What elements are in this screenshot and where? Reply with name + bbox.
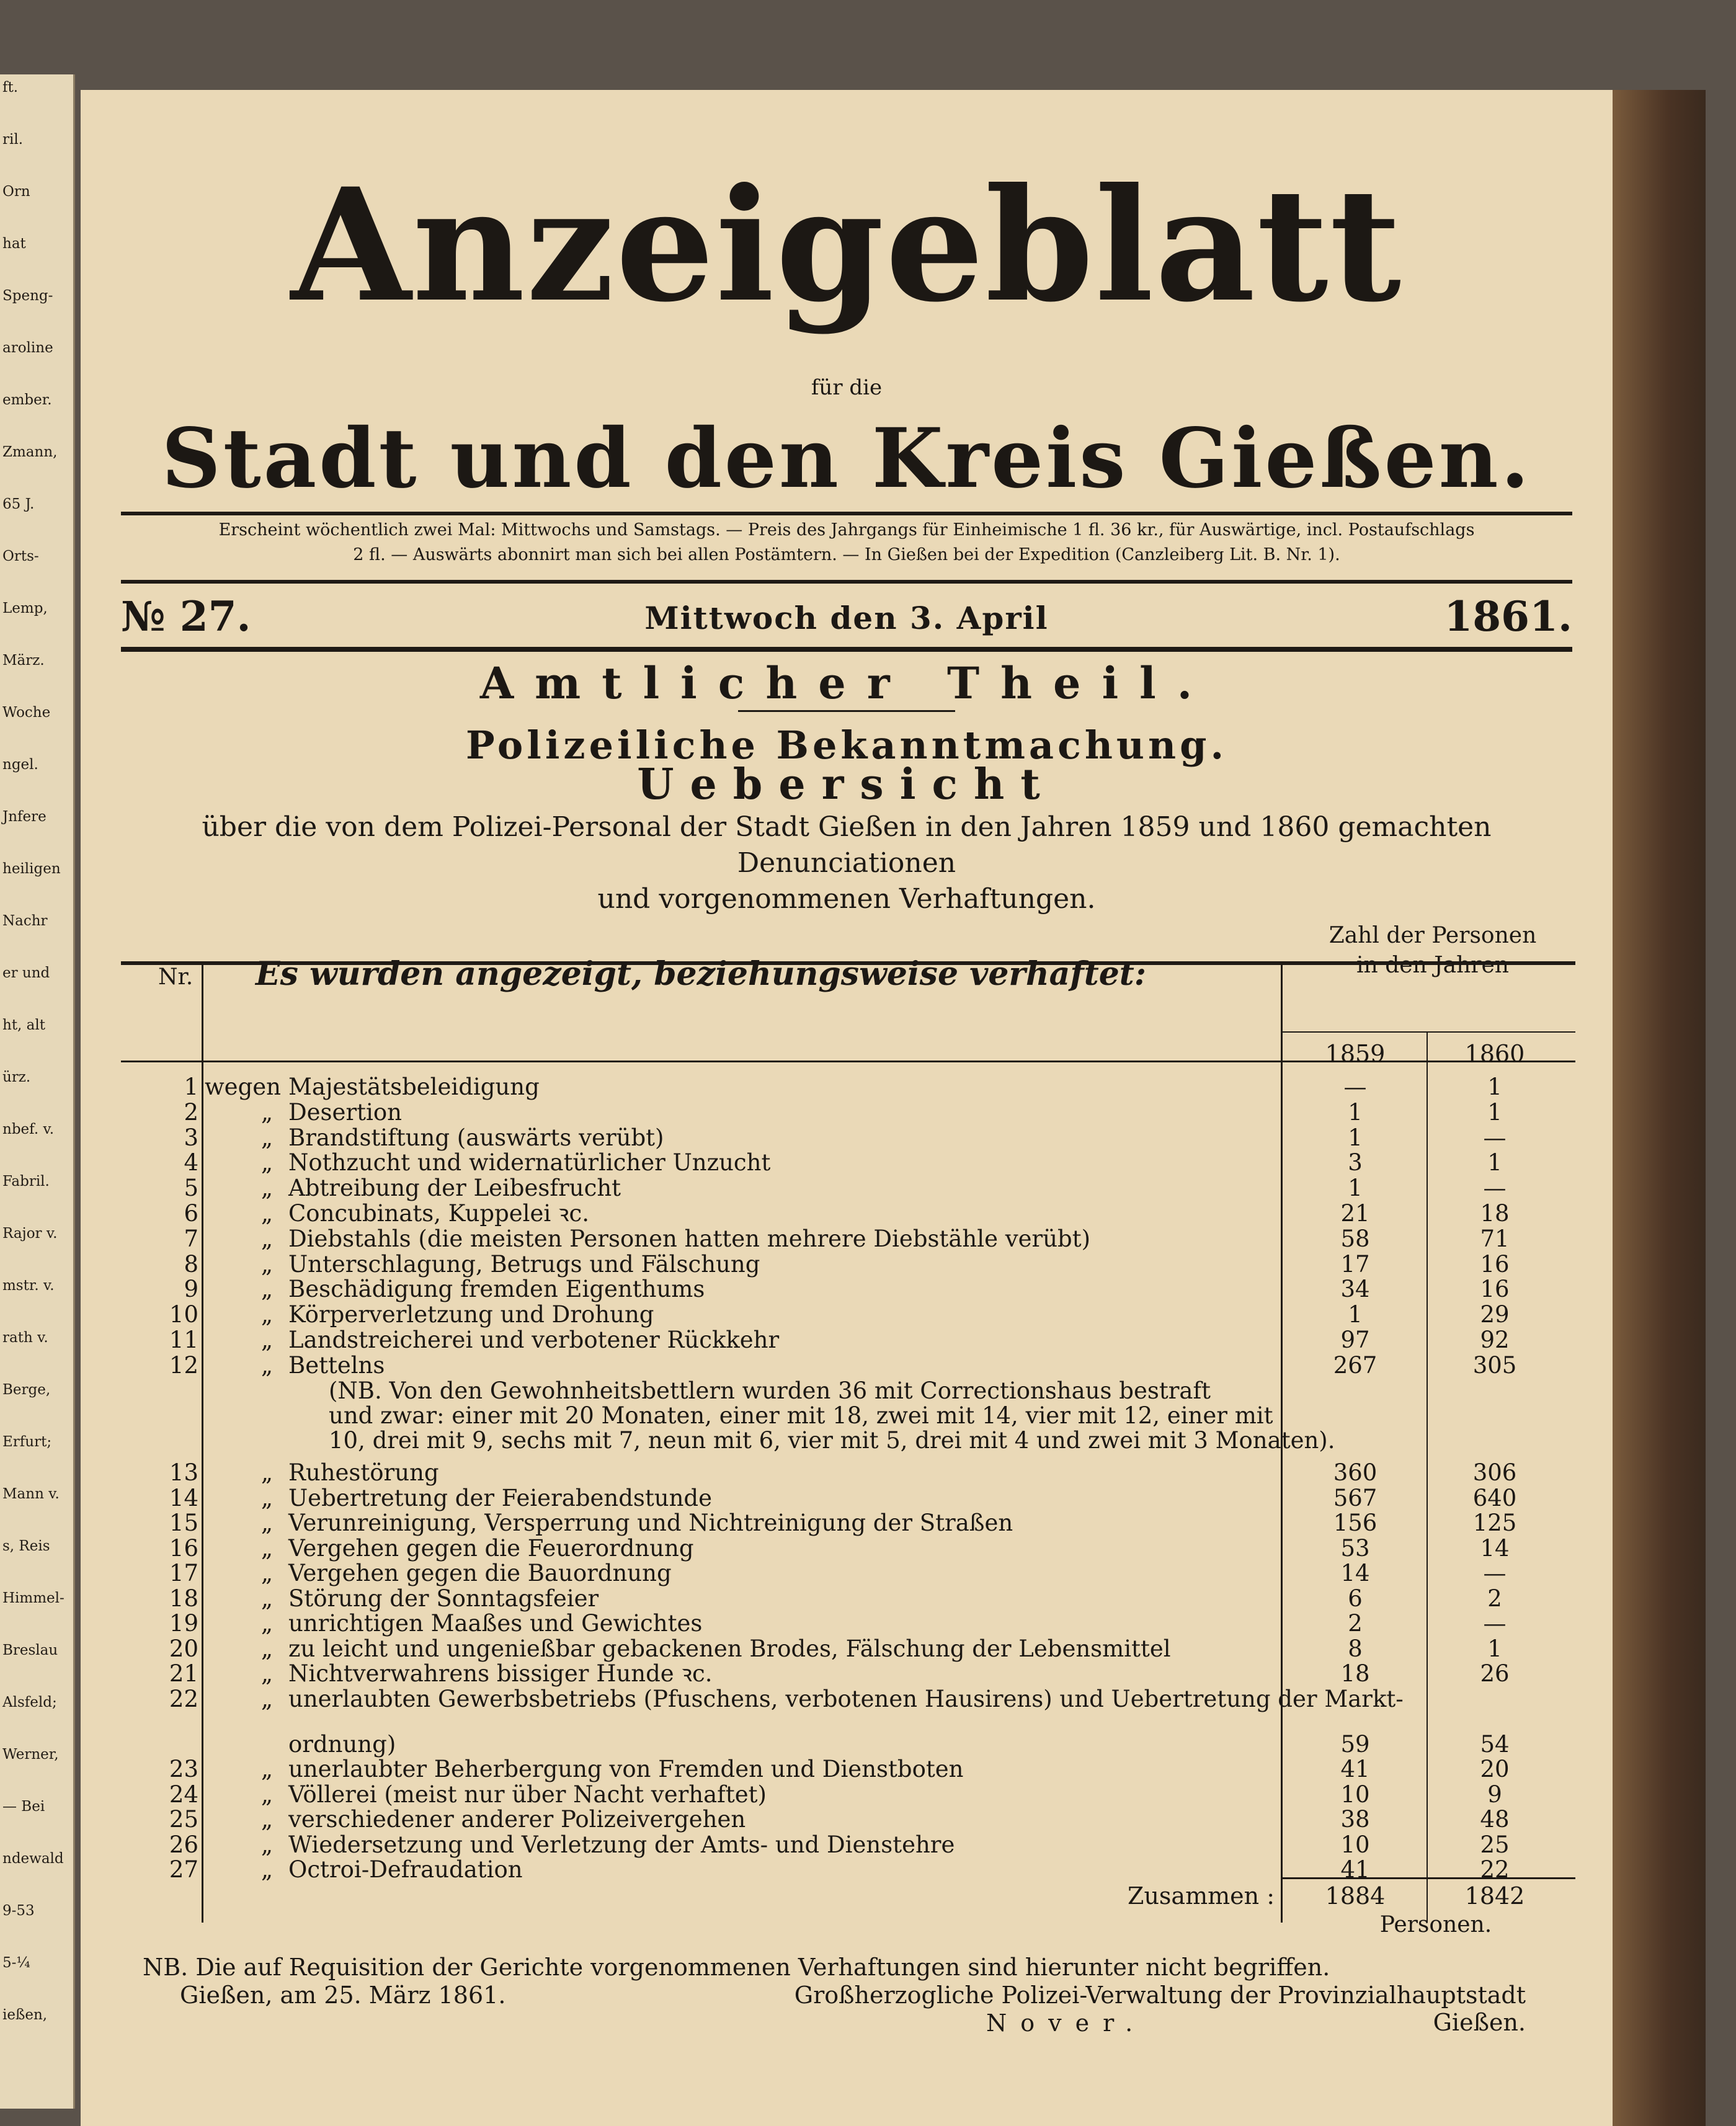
row-offence: Uebertretung der Feierabendstunde bbox=[288, 1484, 713, 1511]
issue-date: Mittwoch den 3. April bbox=[644, 600, 1049, 636]
row-offence: unrichtigen Maaßes und Gewichtes bbox=[288, 1610, 703, 1637]
note-line-3: 10, drei mit 9, sechs mit 7, neun mit 6, vier mit 5, drei mit 4 und zwei mit 3 Monaten). bbox=[329, 1427, 1335, 1454]
row-value-1859: 18 bbox=[1340, 1660, 1370, 1687]
row-prefix: „ bbox=[260, 1124, 273, 1151]
adjacent-page-fragment: — Bei bbox=[2, 1799, 45, 1815]
row-number: 5 bbox=[184, 1175, 198, 1202]
row-number: 26 bbox=[169, 1831, 198, 1858]
row-prefix: „ bbox=[260, 1510, 273, 1536]
adjacent-page-fragment: Alsfeld; bbox=[2, 1694, 57, 1710]
row-value-1860: — bbox=[1483, 1124, 1507, 1151]
notice-title: Polizeiliche Bekanntmachung. bbox=[465, 723, 1228, 768]
header-persons-line-1: Zahl der Personen bbox=[1329, 923, 1537, 948]
intro-line-2: und vorgenommenen Verhaftungen. bbox=[597, 883, 1096, 915]
adjacent-page-fragment: rath v. bbox=[2, 1330, 48, 1346]
row-offence: Abtreibung der Leibesfrucht bbox=[288, 1175, 621, 1202]
row-offence: Bettelns bbox=[288, 1351, 385, 1379]
issue-rule-bottom bbox=[121, 647, 1572, 652]
row-value-1860: 22 bbox=[1480, 1856, 1510, 1883]
row-number: 2 bbox=[184, 1098, 198, 1126]
table-row bbox=[121, 1586, 1575, 1611]
row-value-1860: 48 bbox=[1480, 1806, 1510, 1833]
adjacent-page-fragment: Jnfere bbox=[2, 809, 47, 825]
adjacent-page-fragment: Berge, bbox=[2, 1382, 51, 1398]
table-row bbox=[121, 1201, 1575, 1226]
row-offence: Majestätsbeleidigung bbox=[288, 1074, 540, 1100]
row-value-1859: 58 bbox=[1340, 1225, 1370, 1252]
row-number: 4 bbox=[184, 1149, 198, 1176]
table-row bbox=[121, 1807, 1575, 1832]
row-value-1859: 1 bbox=[1348, 1124, 1363, 1151]
table-row bbox=[121, 1833, 1575, 1857]
row-value-1859: 1 bbox=[1348, 1098, 1363, 1126]
total-label: Zusammen : bbox=[1128, 1882, 1275, 1910]
row-value-1860: 16 bbox=[1480, 1276, 1510, 1303]
adjacent-page-fragment: Orn bbox=[2, 184, 30, 200]
issue-year: 1861. bbox=[1444, 592, 1572, 641]
adjacent-page-fragment: Lemp, bbox=[2, 600, 48, 616]
table-row bbox=[121, 1637, 1575, 1661]
row-offence: Wiedersetzung und Verletzung der Amts- und Dienstehre bbox=[288, 1831, 955, 1858]
adjacent-page-fragment: ngel. bbox=[2, 757, 38, 773]
row-value-1860: 1 bbox=[1487, 1635, 1502, 1662]
total-1859: 1884 bbox=[1325, 1882, 1386, 1910]
header-main: Es wurden angezeigt, beziehungsweise verhaftet: bbox=[255, 955, 1147, 993]
row-number: 21 bbox=[169, 1660, 198, 1687]
row-offence: Nichtverwahrens bissiger Hunde ꝛc. bbox=[288, 1660, 713, 1687]
row-prefix: „ bbox=[260, 1560, 273, 1586]
row-number: 14 bbox=[169, 1484, 198, 1511]
row-value-1859: — bbox=[1343, 1074, 1367, 1100]
header-year-1859: 1859 bbox=[1325, 1040, 1386, 1067]
adjacent-page-fragment: Fabril. bbox=[2, 1173, 50, 1190]
row-value-1860: 125 bbox=[1472, 1510, 1517, 1536]
row-offence: Concubinats, Kuppelei ꝛc. bbox=[288, 1200, 590, 1227]
adjacent-page-fragment: ndewald bbox=[2, 1851, 64, 1867]
adjacent-page-strip bbox=[0, 74, 75, 2109]
row-prefix: „ bbox=[260, 1806, 273, 1833]
row-number: 8 bbox=[184, 1250, 198, 1278]
row-22-value-1860: 54 bbox=[1480, 1731, 1510, 1758]
row-offence: Unterschlagung, Betrugs und Fälschung bbox=[288, 1250, 760, 1278]
adjacent-page-fragment: ember. bbox=[2, 392, 52, 408]
table-row bbox=[121, 1176, 1575, 1201]
row-number: 17 bbox=[169, 1560, 198, 1586]
row-number: 18 bbox=[169, 1585, 198, 1612]
years-divider bbox=[1281, 1031, 1575, 1033]
row-offence: Vergehen gegen die Feuerordnung bbox=[288, 1534, 694, 1562]
row-prefix: „ bbox=[260, 1175, 273, 1202]
table-row bbox=[121, 1277, 1575, 1302]
row-value-1860: 1 bbox=[1487, 1098, 1502, 1126]
row-value-1859: 567 bbox=[1333, 1484, 1378, 1511]
row-number: 15 bbox=[169, 1510, 198, 1536]
row-value-1859: 21 bbox=[1340, 1200, 1370, 1227]
row-offence: unerlaubter Beherbergung von Fremden und Dienstboten bbox=[288, 1756, 964, 1782]
adjacent-page-fragment: 5-¼ bbox=[2, 1955, 30, 1971]
row-value-1859: 10 bbox=[1340, 1831, 1370, 1858]
row-value-1860: 18 bbox=[1480, 1200, 1510, 1227]
header-nr: Nr. bbox=[158, 964, 194, 990]
row-value-1859: 267 bbox=[1333, 1351, 1378, 1379]
row-prefix: wegen bbox=[205, 1074, 281, 1100]
publication-info-line-2: 2 fl. — Auswärts abonnirt man sich bei allen Postämtern. — In Gießen bei der Expedition (Canzleiberg Lit. B. Nr. 1). bbox=[353, 545, 1340, 564]
section-divider bbox=[738, 710, 955, 712]
table-row bbox=[121, 1100, 1575, 1125]
adjacent-page-fragment: nbef. v. bbox=[2, 1121, 55, 1137]
masthead-title: Anzeigeblatt bbox=[290, 154, 1403, 336]
row-value-1860: 20 bbox=[1480, 1756, 1510, 1782]
total-unit: Personen. bbox=[1379, 1912, 1492, 1937]
adjacent-page-fragment: heiligen bbox=[2, 861, 61, 877]
row-value-1860: 14 bbox=[1480, 1534, 1510, 1562]
row-value-1860: 2 bbox=[1487, 1585, 1502, 1612]
row-value-1860: 16 bbox=[1480, 1250, 1510, 1278]
row-prefix: „ bbox=[260, 1098, 273, 1126]
row-value-1860: — bbox=[1483, 1560, 1507, 1586]
row-number: 24 bbox=[169, 1781, 198, 1808]
adjacent-page-fragment: ft. bbox=[2, 79, 19, 96]
row-offence: zu leicht und ungenießbar gebackenen Brodes, Fälschung der Lebensmittel bbox=[288, 1635, 1171, 1662]
row-value-1859: 53 bbox=[1340, 1534, 1370, 1562]
row-value-1860: 92 bbox=[1480, 1327, 1510, 1353]
adjacent-page-fragment: hat bbox=[2, 236, 26, 252]
row-number: 7 bbox=[184, 1225, 198, 1252]
row-prefix: „ bbox=[260, 1484, 273, 1511]
intro-line-1: über die von dem Polizei-Personal der Stadt Gießen in den Jahren 1859 und 1860 gemachten Denunciationen bbox=[202, 811, 1492, 879]
row-prefix: „ bbox=[260, 1610, 273, 1637]
row-number: 23 bbox=[169, 1756, 198, 1782]
row-value-1860: 305 bbox=[1472, 1351, 1517, 1379]
row-offence: Vergehen gegen die Bauordnung bbox=[288, 1560, 672, 1586]
footer-authority: Großherzogliche Polizei-Verwaltung der Provinzialhauptstadt Gießen. bbox=[794, 1981, 1526, 2036]
row-value-1859: 97 bbox=[1340, 1327, 1370, 1353]
row-value-1860: 29 bbox=[1480, 1301, 1510, 1328]
footer-place-date: Gießen, am 25. März 1861. bbox=[180, 1981, 506, 2009]
adjacent-page-fragment: 65 J. bbox=[2, 496, 35, 512]
row-value-1860: 26 bbox=[1480, 1660, 1510, 1687]
adjacent-page-fragment: ießen, bbox=[2, 2007, 48, 2023]
row-value-1860: — bbox=[1483, 1175, 1507, 1202]
row-offence: Nothzucht und widernatürlicher Unzucht bbox=[288, 1149, 771, 1176]
adjacent-page-fragment: aroline bbox=[2, 340, 53, 356]
issue-bar bbox=[121, 592, 1572, 649]
table-row bbox=[121, 1150, 1575, 1175]
adjacent-page-fragment: ht, alt bbox=[2, 1017, 45, 1033]
adjacent-page-fragment: er und bbox=[2, 965, 50, 981]
total-1860: 1842 bbox=[1464, 1882, 1525, 1910]
note-line-1: (NB. Von den Gewohnheitsbettlern wurden 36 mit Correctionshaus bestraft bbox=[329, 1377, 1211, 1404]
table-row-22-continued bbox=[121, 1732, 1575, 1757]
footer-note: NB. Die auf Requisition der Gerichte vorgenommenen Verhaftungen sind hierunter nicht begriffen. bbox=[143, 1954, 1330, 1981]
adjacent-page-fragment: ürz. bbox=[2, 1069, 31, 1085]
row-prefix: „ bbox=[260, 1585, 273, 1612]
adjacent-page-fragment: Woche bbox=[2, 705, 51, 721]
row-prefix: „ bbox=[260, 1781, 273, 1808]
row-value-1859: 360 bbox=[1333, 1459, 1378, 1486]
table-row bbox=[121, 1126, 1575, 1150]
row-number: 20 bbox=[169, 1635, 198, 1662]
row-prefix: „ bbox=[260, 1831, 273, 1858]
row-prefix: „ bbox=[260, 1756, 273, 1782]
table-row bbox=[121, 1461, 1575, 1485]
row-prefix: „ bbox=[260, 1327, 273, 1353]
masthead-fuer-die: für die bbox=[811, 375, 883, 400]
table-row bbox=[121, 1782, 1575, 1807]
header-persons-line-2: in den Jahren bbox=[1356, 953, 1509, 978]
book-spine bbox=[1613, 90, 1706, 2126]
adjacent-page-fragment: Breslau bbox=[2, 1642, 58, 1658]
adjacent-page-fragment: Zmann, bbox=[2, 444, 58, 460]
row-offence: Desertion bbox=[288, 1098, 402, 1126]
table-row bbox=[121, 1252, 1575, 1277]
row-number: 12 bbox=[169, 1351, 198, 1379]
row-prefix: „ bbox=[260, 1635, 273, 1662]
adjacent-page-fragment: Speng- bbox=[2, 288, 53, 304]
adjacent-page-fragment: Erfurt; bbox=[2, 1434, 52, 1450]
footer-signature: Nover. bbox=[986, 2009, 1147, 2037]
row-value-1860: 25 bbox=[1480, 1831, 1510, 1858]
adjacent-page-fragment: Werner, bbox=[2, 1746, 59, 1763]
overview-title: Uebersicht bbox=[637, 760, 1056, 809]
issue-number: № 27. bbox=[121, 592, 251, 641]
header-persons bbox=[1290, 921, 1575, 981]
row-value-1859: 14 bbox=[1340, 1560, 1370, 1586]
row-prefix: „ bbox=[260, 1459, 273, 1486]
row-value-1860: 9 bbox=[1487, 1781, 1502, 1808]
row-value-1859: 1 bbox=[1348, 1301, 1363, 1328]
row-value-1860: 1 bbox=[1487, 1149, 1502, 1176]
table-row bbox=[121, 1075, 1575, 1100]
newspaper-page bbox=[81, 90, 1613, 2126]
row-number: 1 bbox=[184, 1074, 198, 1100]
row-offence: verschiedener anderer Polizeivergehen bbox=[288, 1806, 746, 1833]
row-prefix: „ bbox=[260, 1856, 273, 1883]
row-number: 9 bbox=[184, 1276, 198, 1303]
row-offence: Ruhestörung bbox=[288, 1459, 439, 1486]
publication-info-line-1: Erscheint wöchentlich zwei Mal: Mittwochs und Samstags. — Preis des Jahrgangs für Einheimische 1 fl. 36 kr., für Auswärtige, incl. Postaufschlags bbox=[218, 520, 1475, 540]
row-value-1859: 38 bbox=[1340, 1806, 1370, 1833]
row-offence: Brandstiftung (auswärts verübt) bbox=[288, 1124, 664, 1151]
row-value-1859: 6 bbox=[1348, 1585, 1363, 1612]
table-row bbox=[121, 1227, 1575, 1252]
table-row bbox=[121, 1561, 1575, 1586]
row-value-1860: 71 bbox=[1480, 1225, 1510, 1252]
row-value-1859: 41 bbox=[1340, 1756, 1370, 1782]
row-number: 11 bbox=[169, 1327, 198, 1353]
row-number: 19 bbox=[169, 1610, 198, 1637]
row-value-1859: 156 bbox=[1333, 1510, 1378, 1536]
row-offence: Verunreinigung, Versperrung und Nichtreinigung der Straßen bbox=[288, 1510, 1013, 1536]
row-number: 6 bbox=[184, 1200, 198, 1227]
row-offence: Octroi-Defraudation bbox=[288, 1856, 523, 1883]
row-prefix: „ bbox=[260, 1351, 273, 1379]
row-value-1859: 3 bbox=[1348, 1149, 1363, 1176]
row-number: 3 bbox=[184, 1124, 198, 1151]
note-line-2: und zwar: einer mit 20 Monaten, einer mit 18, zwei mit 14, vier mit 12, einer mit bbox=[329, 1402, 1273, 1429]
adjacent-page-fragment: Rajor v. bbox=[2, 1225, 58, 1242]
row-prefix: „ bbox=[260, 1276, 273, 1303]
adjacent-page-fragment: Mann v. bbox=[2, 1486, 60, 1502]
row-number: 22 bbox=[169, 1685, 198, 1712]
table-row bbox=[121, 1353, 1575, 1378]
row-number: 13 bbox=[169, 1459, 198, 1486]
row-offence: Körperverletzung und Drohung bbox=[288, 1301, 654, 1328]
adjacent-page-fragment: mstr. v. bbox=[2, 1278, 55, 1294]
publication-info bbox=[121, 518, 1572, 567]
row-value-1860: 640 bbox=[1472, 1484, 1517, 1511]
row-prefix: „ bbox=[260, 1660, 273, 1687]
row-prefix: „ bbox=[260, 1250, 273, 1278]
table-row bbox=[121, 1687, 1575, 1712]
row-value-1860: 1 bbox=[1487, 1074, 1502, 1100]
table-row bbox=[121, 1857, 1575, 1882]
table-row bbox=[121, 1486, 1575, 1511]
row-offence: Völlerei (meist nur über Nacht verhaftet) bbox=[288, 1781, 767, 1808]
table-row bbox=[121, 1757, 1575, 1782]
adjacent-page-fragment: ril. bbox=[2, 131, 24, 148]
row-value-1860: — bbox=[1483, 1610, 1507, 1637]
row-offence: Landstreicherei und verbotener Rückkehr bbox=[288, 1327, 780, 1353]
row-value-1859: 41 bbox=[1340, 1856, 1370, 1883]
total-row bbox=[121, 1882, 1575, 1910]
table-row bbox=[121, 1536, 1575, 1561]
table-row bbox=[121, 1511, 1575, 1536]
row-prefix: „ bbox=[260, 1225, 273, 1252]
row-prefix: „ bbox=[260, 1149, 273, 1176]
row-value-1860: 306 bbox=[1472, 1459, 1517, 1486]
adjacent-page-fragment: Himmel- bbox=[2, 1590, 65, 1606]
row-offence: Beschädigung fremden Eigenthums bbox=[288, 1276, 705, 1303]
masthead-rule bbox=[121, 512, 1572, 515]
row-number: 25 bbox=[169, 1806, 198, 1833]
row-offence: Störung der Sonntagsfeier bbox=[288, 1585, 599, 1612]
row-number: 27 bbox=[169, 1856, 198, 1883]
row-number: 10 bbox=[169, 1301, 198, 1328]
section-title: Amtlicher Theil. bbox=[479, 657, 1214, 709]
table-row bbox=[121, 1661, 1575, 1686]
header-year-1860: 1860 bbox=[1464, 1040, 1525, 1067]
table-row bbox=[121, 1328, 1575, 1353]
row-value-1859: 8 bbox=[1348, 1635, 1363, 1662]
adjacent-page-fragment: 9-53 bbox=[2, 1903, 35, 1919]
adjacent-page-fragment: Orts- bbox=[2, 548, 39, 564]
row-value-1859: 2 bbox=[1348, 1610, 1363, 1637]
row-number: 16 bbox=[169, 1534, 198, 1562]
row-value-1859: 1 bbox=[1348, 1175, 1363, 1202]
table-row bbox=[121, 1611, 1575, 1636]
statistics-table bbox=[121, 878, 1575, 1937]
row-22-continued-text: ordnung) bbox=[288, 1731, 396, 1758]
row-offence: Diebstahls (die meisten Personen hatten mehrere Diebstähle verübt) bbox=[288, 1225, 1091, 1252]
adjacent-page-fragment: Nachr bbox=[2, 913, 48, 929]
row-offence: unerlaubten Gewerbsbetriebs (Pfuschens, verbotenen Hausirens) und Uebertretung der Markt- bbox=[288, 1685, 1404, 1712]
row-22-value-1859: 59 bbox=[1340, 1731, 1370, 1758]
row-prefix: „ bbox=[260, 1301, 273, 1328]
adjacent-page-fragment: März. bbox=[2, 652, 45, 669]
row-prefix: „ bbox=[260, 1685, 273, 1712]
row-value-1859: 10 bbox=[1340, 1781, 1370, 1808]
row-prefix: „ bbox=[260, 1200, 273, 1227]
issue-rule-top bbox=[121, 580, 1572, 584]
row-prefix: „ bbox=[260, 1534, 273, 1562]
row-value-1859: 17 bbox=[1340, 1250, 1370, 1278]
table-row bbox=[121, 1302, 1575, 1327]
adjacent-page-fragment: s, Reis bbox=[2, 1538, 50, 1554]
masthead-subtitle: Stadt und den Kreis Gießen. bbox=[161, 411, 1532, 507]
row-value-1859: 34 bbox=[1340, 1276, 1370, 1303]
